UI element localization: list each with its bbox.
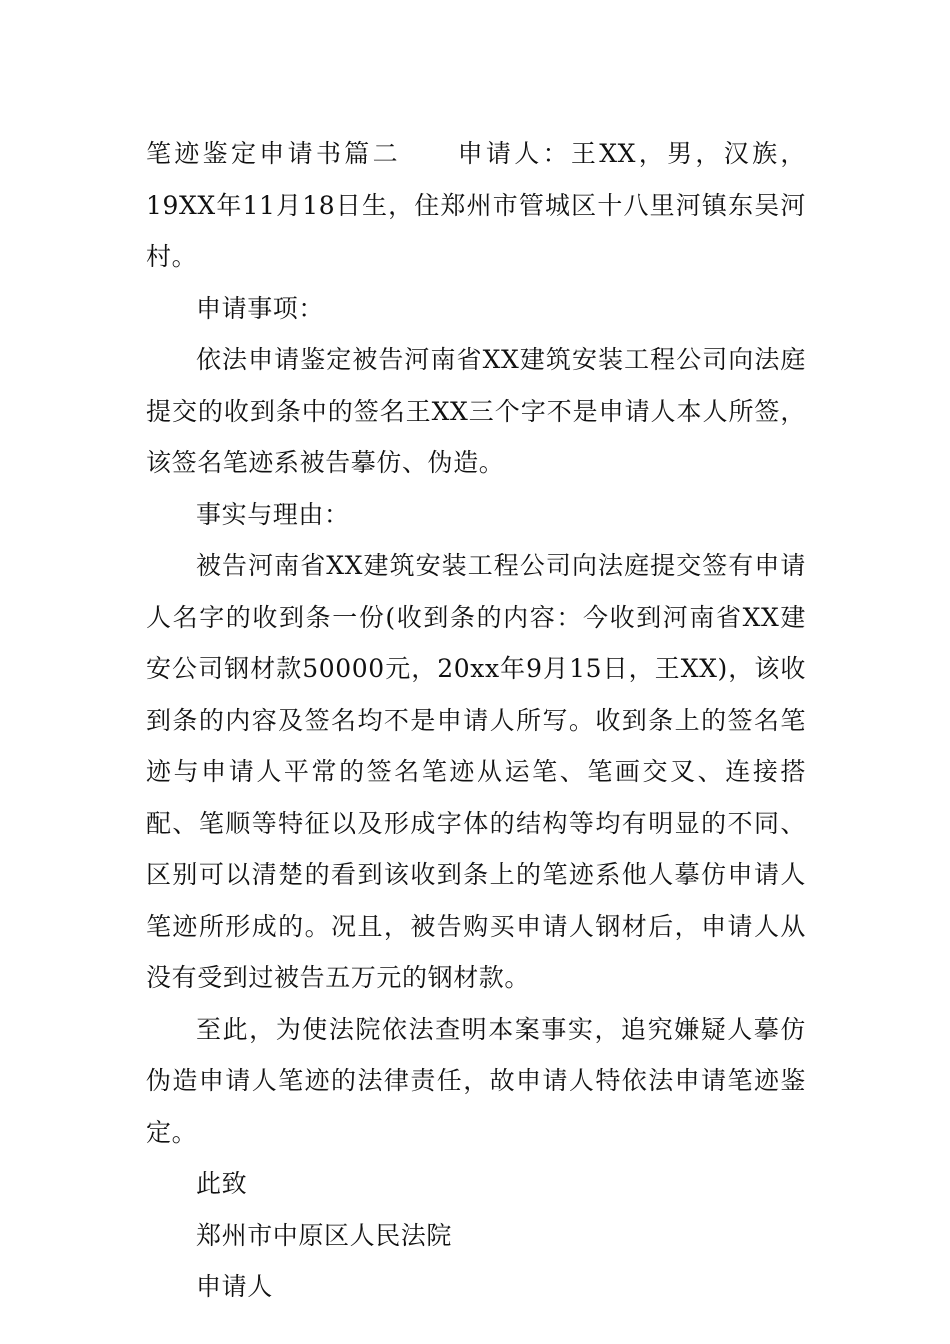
intro-paragraph: 笔迹鉴定申请书篇二 申请人：王XX，男，汉族，19XX年11月18日生，住郑州市管城区十八里河镇东吴河村。 — [146, 139, 806, 271]
salutation: 此致 — [196, 1169, 248, 1198]
section-heading-facts: 事实与理由： — [196, 499, 350, 529]
section-heading-request: 申请事项： — [196, 293, 325, 323]
facts-paragraph: 被告河南省XX建筑安装工程公司向法庭提交签有申请人名字的收到条一份(收到条的内容：今收到河南省XX建安公司钢材款50000元，20xx年9月15日，王XX)，该收到条的内容及签名均不是申请人所写。收到条上的签名笔迹与申请人平常的签名笔迹从运笔、笔画交叉、连接搭配、笔顺等特征以及形成字体的结构等均有明显的不同、区别可以清楚的看到该收到条上的笔迹系他人摹仿申请人笔迹所形成的。况且，被告购买申请人钢材后，申请人从没有受到过被告五万元的钢材款。 — [146, 551, 806, 992]
document-body — [146, 128, 806, 1313]
addressee: 郑州市中原区人民法院 — [196, 1220, 453, 1250]
signature-label: 申请人 — [196, 1272, 273, 1301]
conclusion-paragraph: 至此，为使法院依法查明本案事实，追究嫌疑人摹仿伪造申请人笔迹的法律责任，故申请人特依法申请笔迹鉴定。 — [146, 1014, 806, 1147]
request-paragraph: 依法申请鉴定被告河南省XX建筑安装工程公司向法庭提交的收到条中的签名王XX三个字不是申请人本人所签，该签名笔迹系被告摹仿、伪造。 — [146, 345, 806, 477]
